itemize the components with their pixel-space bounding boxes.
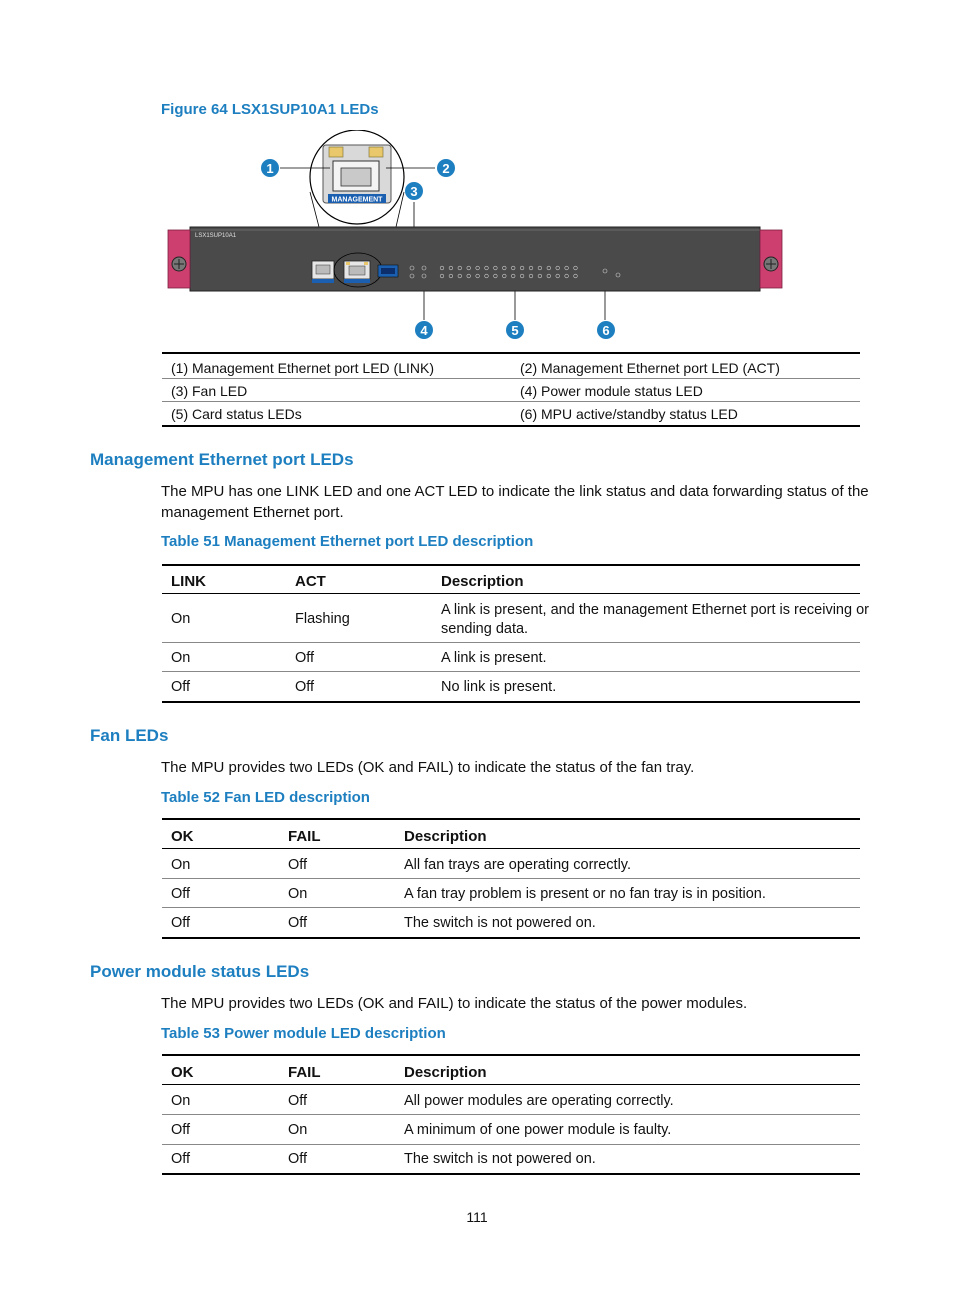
table-header: OK [171,1064,194,1081]
callout-2 [437,159,455,177]
table-cell: Off [288,1093,308,1109]
svg-text:3: 3 [410,184,418,199]
table-cell: On [171,857,191,873]
table-caption-52: Table 52 Fan LED description [161,789,370,806]
section-heading-mgmt: Management Ethernet port LEDs [90,450,354,469]
svg-text:4: 4 [420,323,428,338]
table-cell: Off [288,1151,308,1167]
callout-5 [506,321,524,339]
section-paragraph-fan: The MPU provides two LEDs (OK and FAIL) to indicate the status of the fan tray. [161,759,695,776]
table-header: Description [404,1064,487,1081]
callout-3 [405,182,423,200]
table-cell: The switch is not powered on. [404,915,596,931]
table-cell: A link is present. [441,650,547,666]
legend-item-3: (3) Fan LED [171,383,248,399]
table-cell: On [171,1093,191,1109]
panel-diagram [160,130,790,345]
table-cell: The switch is not powered on. [404,1151,596,1167]
table-header: ACT [295,573,326,590]
legend-item-5: (5) Card status LEDs [171,406,302,422]
table-header: LINK [171,573,206,590]
table-cell: Off [171,886,191,902]
table-cell: On [288,886,308,902]
table-cell: A minimum of one power module is faulty. [404,1122,672,1138]
page-number: 111 [466,1209,488,1225]
legend-item-2: (2) Management Ethernet port LED (ACT) [520,360,780,376]
table-cell: Off [288,915,308,931]
table-cell: Off [171,679,191,695]
svg-text:6: 6 [602,323,610,338]
table-cell: On [288,1122,308,1138]
legend-item-4: (4) Power module status LED [520,383,703,399]
table-cell: Off [171,1151,191,1167]
section-paragraph-power: The MPU provides two LEDs (OK and FAIL) to indicate the status of the power modules. [161,995,748,1012]
table-cell: A link is present, and the management Ethernet port is receiving or sending data. [441,602,869,637]
table-cell: All power modules are operating correctly. [404,1093,674,1109]
section-heading-power: Power module status LEDs [90,962,310,981]
table-cell: On [171,650,191,666]
section-heading-fan: Fan LEDs [90,726,169,745]
table-caption-53: Table 53 Power module LED description [161,1025,446,1042]
table-cell: Off [295,679,315,695]
figure-caption: Figure 64 LSX1SUP10A1 LEDs [161,101,379,118]
table-header: FAIL [288,828,321,845]
table-cell: No link is present. [441,679,557,695]
table-header: Description [404,828,487,845]
callout-6 [597,321,615,339]
table-cell: A fan tray problem is present or no fan tray is in position. [404,886,766,902]
link-led-icon [329,147,343,157]
act-led-icon [369,147,383,157]
legend-item-6: (6) MPU active/standby status LED [520,406,738,422]
legend-item-1: (1) Management Ethernet port LED (LINK) [171,360,435,376]
table-header: Description [441,573,524,590]
svg-text:2: 2 [442,161,450,176]
svg-text:5: 5 [511,323,519,338]
callout-1 [261,159,279,177]
callout-4 [415,321,433,339]
table-header: OK [171,828,194,845]
panel-model-label: LSX1SUP10A1 [195,233,237,239]
table-cell: Flashing [295,611,350,627]
table-header: FAIL [288,1064,321,1081]
table-cell: On [171,611,191,627]
svg-text:1: 1 [266,161,274,176]
table-cell: Off [171,915,191,931]
table-cell: All fan trays are operating correctly. [404,857,631,873]
table-cell: Off [295,650,315,666]
table-caption-51: Table 51 Management Ethernet port LED description [161,533,534,550]
table-cell: Off [171,1122,191,1138]
section-paragraph-mgmt: The MPU has one LINK LED and one ACT LED to indicate the link status and data forwarding status of the management Ethernet port. [161,483,869,521]
table-cell: Off [288,857,308,873]
port-label: MANAGEMENT [331,196,383,204]
